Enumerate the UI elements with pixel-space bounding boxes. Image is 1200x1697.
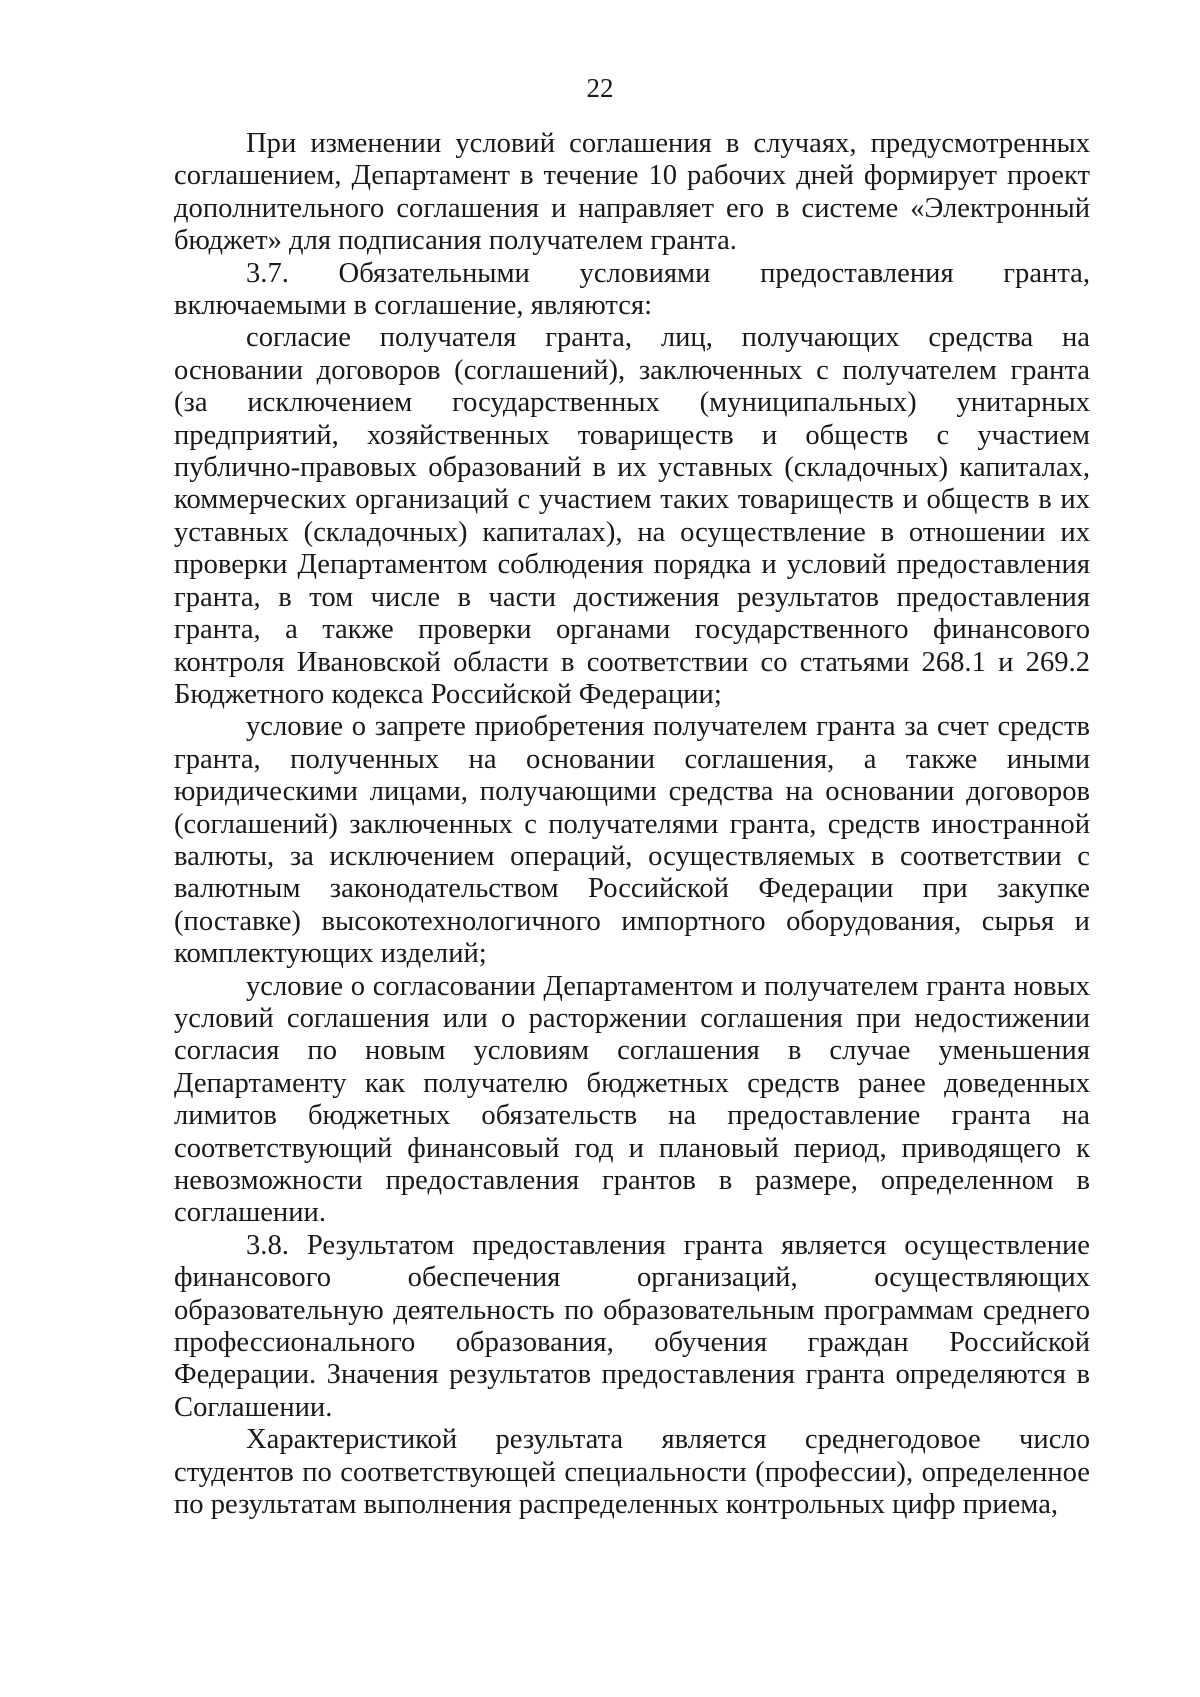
paragraph-3-7-heading: 3.7. Обязательными условиями предоставления гранта, включаемыми в соглашение, являются: — [174, 257, 1090, 322]
page-number: 22 — [586, 73, 614, 103]
paragraph-result-characteristic: Характеристикой результата является среднегодовое число студентов по соответствующей специальности (профессии), определенное по результатам выполнения распределенных контрольных цифр приема, — [174, 1424, 1090, 1521]
paragraph-3-8-result: 3.8. Результатом предоставления гранта является осуществление финансового обеспечения организаций, осуществляющих образовательную деятельность по образовательным программам среднего профессионального образования, обучения граждан Российской Федерации. Значения результатов предоставления гранта определяются в Соглашении. — [174, 1229, 1090, 1423]
document-body — [174, 128, 1090, 1521]
paragraph-agreement-changes: При изменении условий соглашения в случаях, предусмотренных соглашением, Департамент в течение 10 рабочих дней формирует проект дополнительного соглашения и направляет его в системе «Электронный бюджет» для подписания получателем гранта. — [174, 128, 1090, 257]
paragraph-new-terms-condition: условие о согласовании Департаментом и получателем гранта новых условий соглашения или о расторжении соглашения при недостижении согласия по новым условиям соглашения в случае уменьшения Департаменту как получателю бюджетных средств ранее доведенных лимитов бюджетных обязательств на предоставление гранта на соответствующий финансовый год и плановый период, приводящего к невозможности предоставления грантов в размере, определенном в соглашении. — [174, 970, 1090, 1229]
paragraph-currency-ban-condition: условие о запрете приобретения получателем гранта за счет средств гранта, полученных на основании соглашения, а также иными юридическими лицами, получающими средства на основании договоров (соглашений) заключенных с получателями гранта, средств иностранной валюты, за исключением операций, осуществляемых в соответствии с валютным законодательством Российской Федерации при закупке (поставке) высокотехнологичного импортного оборудования, сырья и комплектующих изделий; — [174, 711, 1090, 970]
paragraph-consent-condition: согласие получателя гранта, лиц, получающих средства на основании договоров (соглашений), заключенных с получателем гранта (за исключением государственных (муниципальных) унитарных предприятий, хозяйственных товариществ и обществ с участием публично-правовых образований в их уставных (складочных) капиталах, коммерческих организаций с участием таких товариществ и обществ в их уставных (складочных) капиталах), на осуществление в отношении их проверки Департаментом соблюдения порядка и условий предоставления гранта, в том числе в части достижения результатов предоставления гранта, а также проверки органами государственного финансового контроля Ивановской области в соответствии со статьями 268.1 и 269.2 Бюджетного кодекса Российской Федерации; — [174, 322, 1090, 710]
